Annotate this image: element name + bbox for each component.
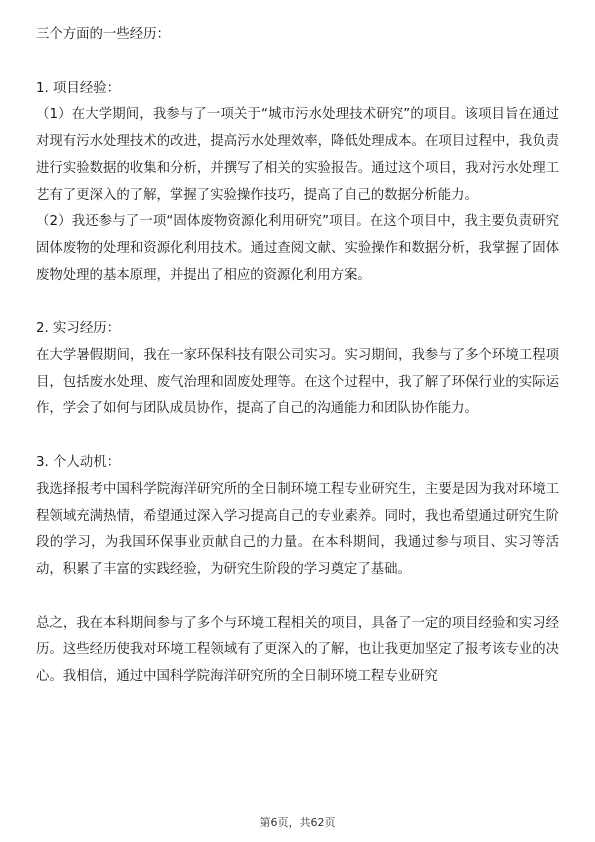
project-item-2: （2）我还参与了一项“固体废物资源化利用研究”项目。在这个项目中，我主要负责研究固体废物的处理和资源化利用技术。通过查阅文献、实验操作和数据分析，我掌握了固体废物处理的基本原理，并提出了相应的资源化利用方案。 [36, 214, 559, 283]
page-number: 第6页，共62页 [259, 816, 336, 829]
project-heading: 1. 项目经验： [36, 80, 120, 96]
motivation-body: 我选择报考中国科学院海洋研究所的全日制环境工程专业研究生，主要是因为我对环境工程领域充满热情，希望通过深入学习提高自己的专业素养。同时，我也希望通过研究生阶段的学习，为我国环保事业贡献自己的力量。在本科期间，我通过参与项目、实习等活动，积累了丰富的实践经验，为研究生阶段的学习奠定了基础。 [36, 481, 559, 577]
document-body [36, 22, 559, 691]
summary-text: 总之，我在本科期间参与了多个与环境工程相关的项目，具备了一定的项目经验和实习经历。这些经历使我对环境工程领域有了更深入的了解，也让我更加坚定了报考该专业的决心。我相信，通过中国科学院海洋研究所的全日制环境工程专业研究 [36, 615, 559, 685]
internship-body: 在大学暑假期间，我在一家环保科技有限公司实习。实习期间，我参与了多个环境工程项目，包括废水处理、废气治理和固废处理等。在这个过程中，我了解了环保行业的实际运作，学会了如何与团队成员协作，提高了自己的沟通能力和团队协作能力。 [36, 348, 559, 417]
internship-heading: 2. 实习经历： [36, 321, 120, 337]
intro-text: 三个方面的一些经历： [36, 27, 170, 42]
motivation-heading: 3. 个人动机： [36, 455, 120, 471]
project-item-1: （1）在大学期间，我参与了一项关于“城市污水处理技术研究”的项目。该项目旨在通过对现有污水处理技术的改进，提高污水处理效率，降低处理成本。在项目过程中，我负责进行实验数据的收集和分析，并撰写了相关的实验报告。通过这个项目，我对污水处理工艺有了更深入的了解，掌握了实验操作技巧，提高了自己的数据分析能力。 [36, 107, 559, 203]
